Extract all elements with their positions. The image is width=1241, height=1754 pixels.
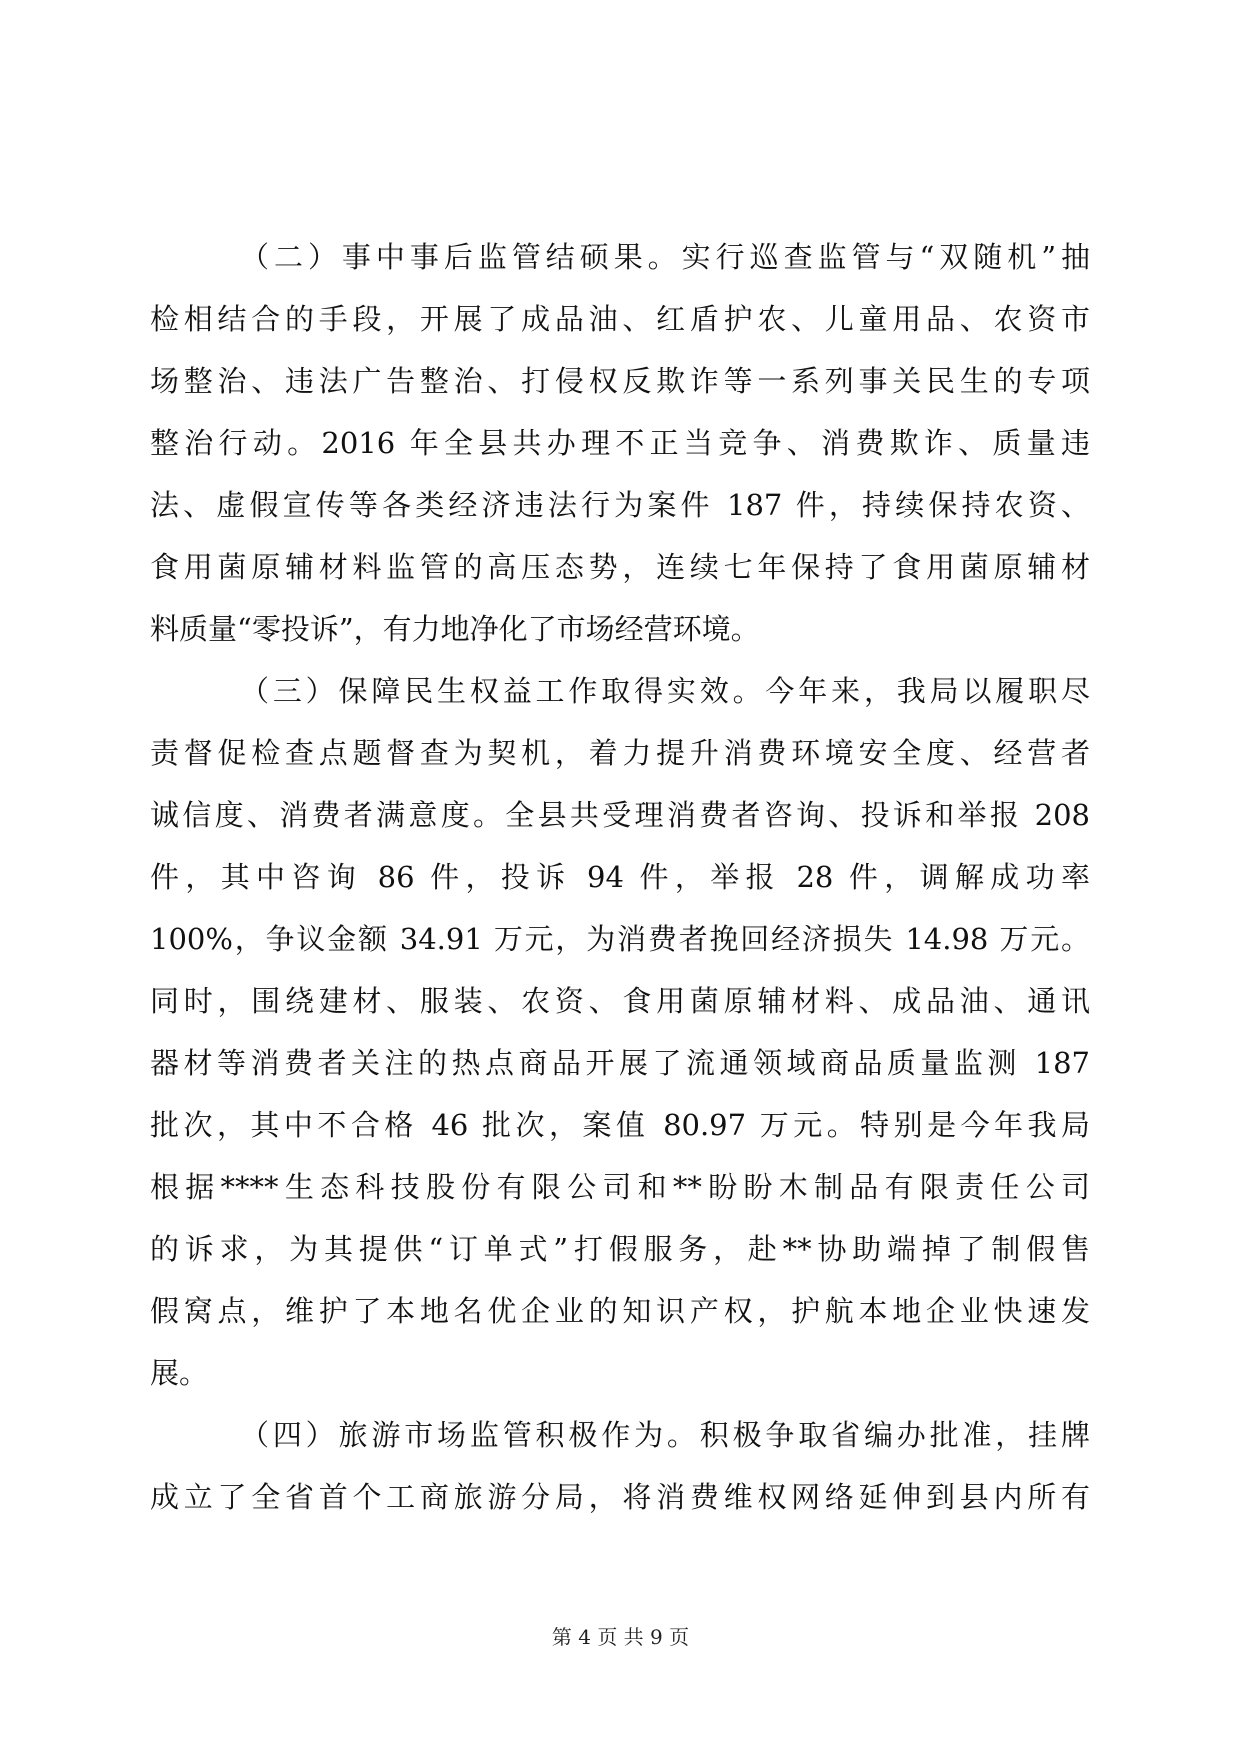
text-line: 同时，围绕建材、服装、农资、食用菌原辅材料、成品油、通讯: [150, 984, 1090, 1018]
page-footer: 第 4 页 共 9 页: [551, 1625, 690, 1649]
text-line: 场整治、违法广告整治、打侵权反欺诈等一系列事关民生的专项: [150, 364, 1090, 398]
text-line: 成立了全省首个工商旅游分局，将消费维权网络延伸到县内所有: [150, 1480, 1090, 1514]
text-line: 料质量“零投诉”，有力地净化了市场经营环境。: [150, 612, 760, 646]
text-line: 假窝点，维护了本地名优企业的知识产权，护航本地企业快速发: [150, 1294, 1090, 1328]
paragraph-first-line: （四）旅游市场监管积极作为。积极争取省编办批准，挂牌: [240, 1418, 1090, 1452]
text-line: 件，其中咨询 86 件，投诉 94 件，举报 28 件，调解成功率: [150, 860, 1090, 894]
body-text: [150, 226, 1090, 1528]
text-line: 检相结合的手段，开展了成品油、红盾护农、儿童用品、农资市: [150, 302, 1090, 336]
paragraph-first-line: （三）保障民生权益工作取得实效。今年来，我局以履职尽: [240, 674, 1090, 708]
text-line: 诚信度、消费者满意度。全县共受理消费者咨询、投诉和举报 208: [150, 798, 1090, 832]
text-line: 食用菌原辅材料监管的高压态势，连续七年保持了食用菌原辅材: [150, 550, 1090, 584]
text-line: 整治行动。2016 年全县共办理不正当竞争、消费欺诈、质量违: [150, 426, 1090, 460]
paragraph-first-line: （二）事中事后监管结硕果。实行巡查监管与“双随机”抽: [240, 240, 1090, 274]
text-line: 器材等消费者关注的热点商品开展了流通领域商品质量监测 187: [150, 1046, 1090, 1080]
text-line: 责督促检查点题督查为契机，着力提升消费环境安全度、经营者: [150, 736, 1090, 770]
text-line: 批次，其中不合格 46 批次，案值 80.97 万元。特别是今年我局: [150, 1108, 1090, 1142]
text-line: 根据****生态科技股份有限公司和**盼盼木制品有限责任公司: [150, 1170, 1090, 1204]
text-line: 的诉求，为其提供“订单式”打假服务，赴**协助端掉了制假售: [150, 1232, 1090, 1266]
text-line: 法、虚假宣传等各类经济违法行为案件 187 件，持续保持农资、: [150, 488, 1090, 522]
text-line: 展。: [150, 1356, 209, 1390]
text-line: 100%，争议金额 34.91 万元，为消费者挽回经济损失 14.98 万元。: [150, 922, 1090, 956]
